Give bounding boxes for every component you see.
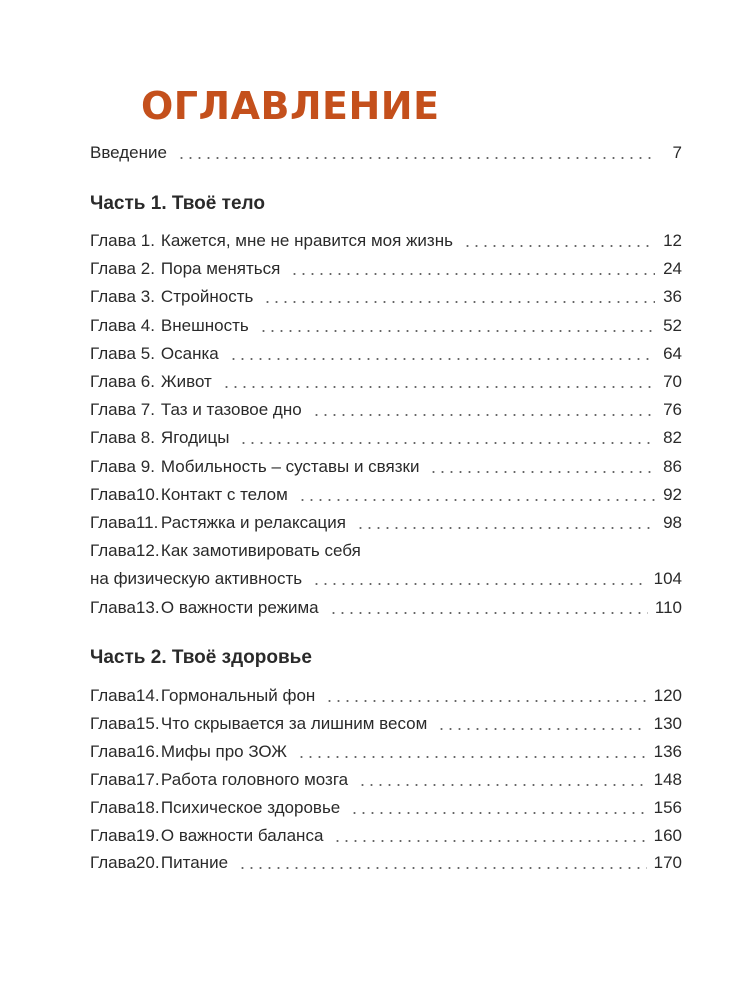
chapter-title: Психическое здоровье <box>160 797 341 817</box>
dot-leader <box>437 728 646 730</box>
toc-page-number: 92 <box>663 484 682 504</box>
chapter-title: Ягодицы <box>160 428 230 448</box>
chapter-title: Работа головного мозга <box>160 769 349 789</box>
chapter-number: 17. <box>135 769 160 789</box>
chapter-prefix: Глава <box>90 853 136 873</box>
chapter-number: 3. <box>140 287 155 307</box>
chapter-number: 2. <box>140 259 155 279</box>
chapter-prefix: Глава <box>90 287 136 307</box>
toc-entry[interactable] <box>90 399 682 421</box>
chapter-title: Кажется, мне не нравится моя жизнь <box>160 231 453 250</box>
chapter-prefix: Глава <box>90 541 136 561</box>
dot-leader <box>325 700 646 702</box>
chapter-prefix: Глава <box>90 597 136 617</box>
chapter-number: 11. <box>135 513 159 532</box>
chapter-title: Питание <box>160 853 229 873</box>
chapter-number: 19. <box>135 825 160 845</box>
chapter-title-continuation: на физическую активность <box>90 569 303 589</box>
chapter-prefix: Глава <box>90 741 136 761</box>
toc-page-number: 130 <box>653 713 682 733</box>
toc-page-number: 70 <box>663 372 682 391</box>
dot-leader <box>358 784 647 786</box>
chapter-title: Стройность <box>160 287 254 307</box>
chapter-number: 12. <box>135 541 160 561</box>
toc-entry[interactable] <box>90 597 682 619</box>
chapter-title: Внешность <box>160 315 249 335</box>
chapter-prefix: Глава <box>90 400 136 420</box>
chapter-title: Живот <box>160 372 212 391</box>
toc-page-number: 86 <box>663 456 682 476</box>
toc-entry[interactable] <box>90 685 682 707</box>
chapter-title: Мобильность – суставы и связки <box>160 456 420 476</box>
chapter-number: 16. <box>135 741 160 761</box>
dot-leader <box>297 756 647 758</box>
toc-entry[interactable] <box>90 512 682 534</box>
toc-page-number: 120 <box>653 686 682 705</box>
toc-entry[interactable] <box>90 713 682 735</box>
toc-entry-continuation[interactable] <box>90 568 682 590</box>
toc-page-number: 104 <box>653 569 682 589</box>
chapter-prefix: Глава <box>90 513 136 532</box>
dot-leader <box>298 499 655 501</box>
dot-leader <box>312 414 655 416</box>
toc-entry-intro[interactable] <box>90 142 682 164</box>
toc-entry[interactable] <box>90 825 682 847</box>
toc-page-number: 170 <box>653 853 682 873</box>
toc-entry[interactable] <box>90 286 682 308</box>
chapter-number: 18. <box>135 797 160 817</box>
toc-entry[interactable] <box>90 852 682 874</box>
toc-page-number: 136 <box>653 741 682 761</box>
dot-leader <box>463 245 655 247</box>
toc-entry-label: Введение <box>90 143 167 162</box>
toc-page-number: 52 <box>663 315 682 335</box>
chapter-prefix: Глава <box>90 259 136 279</box>
chapter-number: 15. <box>135 713 160 733</box>
part-2-heading: Часть 2. Твоё здоровье <box>90 647 312 668</box>
chapter-number: 5. <box>140 343 155 363</box>
toc-page-number: 156 <box>653 797 682 817</box>
toc-page-number: 36 <box>663 287 682 307</box>
chapter-prefix: Глава <box>90 428 136 448</box>
chapter-prefix: Глава <box>90 484 136 504</box>
chapter-prefix: Глава <box>90 231 136 250</box>
toc-entry[interactable] <box>90 484 682 506</box>
chapter-number: 6. <box>140 372 155 391</box>
chapter-number: 14. <box>135 686 160 705</box>
toc-page-number: 7 <box>672 143 682 162</box>
toc-page-number: 160 <box>653 825 682 845</box>
chapter-number: 9. <box>140 456 155 476</box>
dot-leader <box>333 840 646 842</box>
dot-leader <box>238 867 647 869</box>
toc-page-number: 98 <box>663 513 682 532</box>
dot-leader <box>356 527 655 529</box>
chapter-title: Осанка <box>160 343 219 363</box>
dot-leader <box>350 812 646 814</box>
chapter-prefix: Глава <box>90 797 136 817</box>
chapter-title: Растяжка и релаксация <box>160 513 346 532</box>
toc-page-number: 148 <box>653 769 682 789</box>
toc-entry[interactable] <box>90 230 682 252</box>
dot-leader <box>263 301 655 303</box>
toc-page-number: 64 <box>663 343 682 363</box>
dot-leader <box>290 273 655 275</box>
dot-leader <box>429 471 655 473</box>
toc-entry[interactable] <box>90 258 682 280</box>
toc-page-number: 110 <box>654 597 682 617</box>
page-title: ОГЛАВЛЕНИЕ <box>141 84 440 128</box>
chapter-number: 1. <box>140 231 155 250</box>
chapter-title: Таз и тазовое дно <box>160 400 302 420</box>
dot-leader <box>329 612 648 614</box>
dot-leader <box>222 386 655 388</box>
dot-leader <box>229 358 655 360</box>
chapter-title: Гормональный фон <box>160 686 316 705</box>
chapter-prefix: Глава <box>90 686 136 705</box>
toc-entry[interactable] <box>90 741 682 763</box>
chapter-number: 4. <box>140 315 155 335</box>
chapter-prefix: Глава <box>90 315 136 335</box>
chapter-title: Пора меняться <box>160 259 281 279</box>
chapter-title: Что скрывается за лишним весом <box>160 713 428 733</box>
chapter-title: О важности баланса <box>160 825 324 845</box>
chapter-number: 7. <box>140 400 155 420</box>
chapter-title: Контакт с телом <box>160 484 288 504</box>
toc-entry[interactable] <box>90 540 682 562</box>
dot-leader <box>312 583 646 585</box>
dot-leader <box>177 157 655 159</box>
dot-leader <box>259 330 655 332</box>
chapter-number: 8. <box>140 428 155 448</box>
chapter-number: 20. <box>135 853 160 873</box>
chapter-prefix: Глава <box>90 372 136 391</box>
chapter-title: Как замотивировать себя <box>160 541 361 561</box>
chapter-prefix: Глава <box>90 343 136 363</box>
chapter-prefix: Глава <box>90 825 136 845</box>
chapter-title: О важности режима <box>160 597 319 617</box>
toc-entry[interactable] <box>90 797 682 819</box>
toc-entry[interactable] <box>90 343 682 365</box>
chapter-number: 10. <box>135 484 160 504</box>
toc-entry[interactable] <box>90 456 682 478</box>
toc-page-number: 12 <box>663 231 682 250</box>
chapter-prefix: Глава <box>90 456 136 476</box>
toc-page-number: 24 <box>663 259 682 279</box>
toc-page-number: 76 <box>663 400 682 420</box>
toc-entry[interactable] <box>90 427 682 449</box>
toc-entry[interactable] <box>90 315 682 337</box>
toc-page-number: 82 <box>663 428 682 448</box>
chapter-number: 13. <box>135 597 160 617</box>
toc-entry[interactable] <box>90 371 682 393</box>
chapter-prefix: Глава <box>90 769 136 789</box>
part-1-heading: Часть 1. Твоё тело <box>90 193 265 214</box>
chapter-title: Мифы про ЗОЖ <box>160 741 287 761</box>
dot-leader <box>239 442 655 444</box>
chapter-prefix: Глава <box>90 713 136 733</box>
toc-entry[interactable] <box>90 769 682 791</box>
